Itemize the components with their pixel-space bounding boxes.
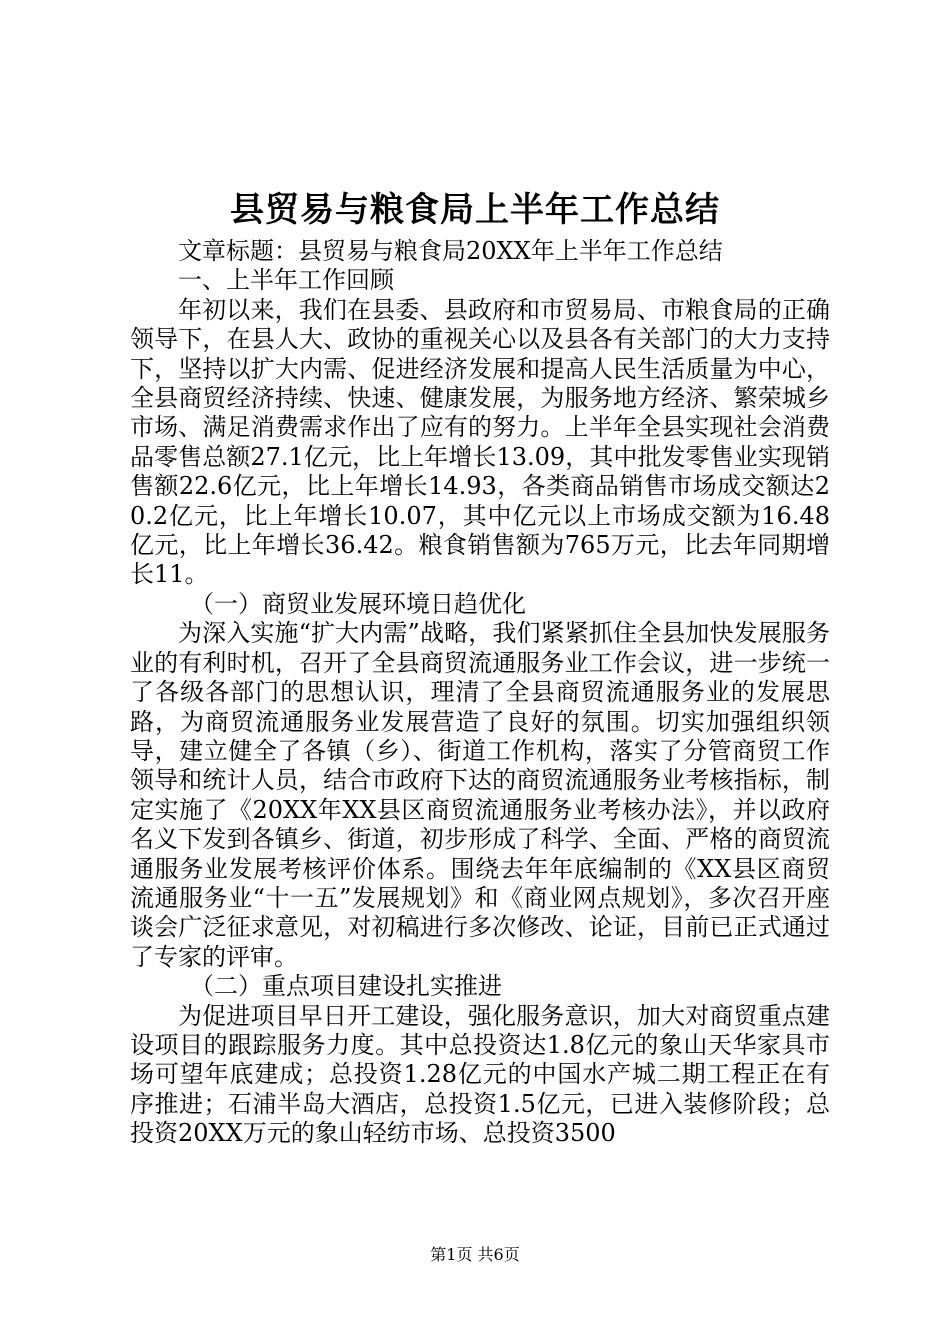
paragraph-environment: 为深入实施“扩大内需”战略，我们紧紧抓住全县加快发展服务业的有利时机，召开了全县商贸流通服务业工作会议，进一步统一了各级各部门的思想认识，理清了全县商贸流通服务业的发展思路，为商贸流通服务业发展营造了良好的氛围。切实加强组织领导，建立健全了各镇（乡）、街道工作机构，落实了分管商贸工作领导和统计人员，结合市政府下达的商贸流通服务业考核指标，制定实施了《20XX年XX县区商贸流通服务业考核办法》，并以政府名义下发到各镇乡、街道，初步形成了科学、全面、严格的商贸流通服务业发展考核评价体系。围绕去年年底编制的《XX县区商贸流通服务业“十一五”发展规划》和《商业网点规划》，多次召开座谈会广泛征求意见，对初稿进行多次修改、论证，目前已正式通过了专家的评审。 (130, 619, 830, 971)
subsection-heading-projects: （二）重点项目建设扎实推进 (190, 972, 502, 1001)
document-body (130, 237, 830, 1149)
article-title-line: 文章标题：县贸易与粮食局20XX年上半年工作总结 (178, 237, 723, 265)
section-heading-review: 一、上半年工作回顾 (178, 266, 394, 295)
paragraph-projects: 为促进项目早日开工建设，强化服务意识，加大对商贸重点建设项目的跟踪服务力度。其中总投资达1.8亿元的象山天华家具市场可望年底建成；总投资1.28亿元的中国水产城二期工程正在有序推进；石浦半岛大酒店，总投资1.5亿元，已进入装修阶段；总投资20XX万元的象山轻纺市场、总投资3500 (130, 1001, 830, 1148)
document-title: 县贸易与粮食局上半年工作总结 (230, 190, 720, 230)
subsection-heading-environment: （一）商贸业发展环境日趋优化 (190, 589, 526, 618)
page-number-footer: 第1页 共6页 (430, 1245, 520, 1264)
paragraph-overview: 年初以来，我们在县委、县政府和市贸易局、市粮食局的正确领导下，在县人大、政协的重视关心以及县各有关部门的大力支持下，坚持以扩大内需、促进经济发展和提高人民生活质量为中心，全县商贸经济持续、快速、健康发展，为服务地方经济、繁荣城乡市场、满足消费需求作出了应有的努力。上半年全县实现社会消费品零售总额27.1亿元，比上年增长13.09，其中批发零售业实现销售额22.6亿元，比上年增长14.93，各类商品销售市场成交额达20.2亿元，比上年增长10.07，其中亿元以上市场成交额为16.48亿元，比上年增长36.42。粮食销售额为765万元，比去年同期增长11。 (130, 295, 830, 589)
